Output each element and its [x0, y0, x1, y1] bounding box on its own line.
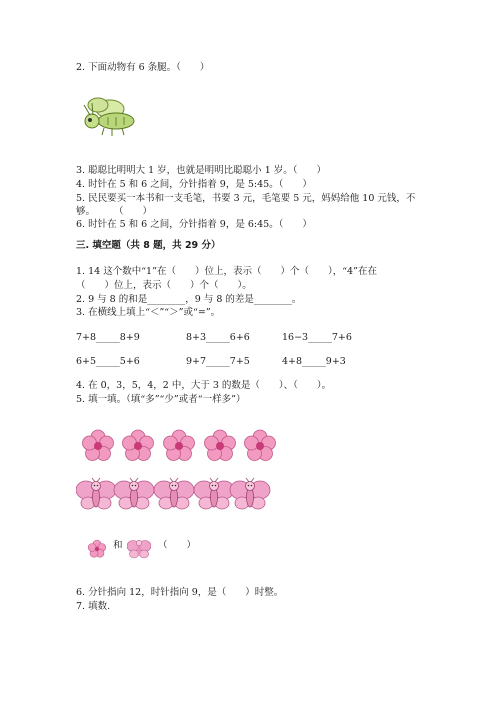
flower-icon: [123, 430, 154, 461]
butterflies-row: [76, 476, 276, 514]
question-6: 6. 时针在 5 和 6 之间，分针指着 9，是 6:45。（ ）: [76, 219, 312, 230]
flower-icon: [205, 430, 236, 461]
question-3: 3. 聪聪比明明大 1 岁，也就是明明比聪聪小 1 岁。（ ）: [76, 165, 327, 176]
compare-r2c2: 9+7_____7+5: [186, 356, 250, 367]
fill-4: 4. 在 0，3，5，4，2 中，大于 3 的数是（ ）、（ ）。: [76, 380, 332, 391]
compare-r1c1: 7+8_____8+9: [76, 332, 140, 343]
section-3-title: 三. 填空题（共 8 题，共 29 分）: [76, 240, 221, 251]
flower-icon: [83, 430, 114, 461]
butterfly-icon: [76, 478, 116, 509]
butterfly-icon: [230, 478, 270, 509]
butterfly-icon: [194, 478, 234, 509]
fill-6: 6. 分针指向 12，时针指向 9，是（ ）时整。: [76, 587, 284, 598]
fill-7: 7. 填数.: [76, 601, 111, 612]
flower-icon: [245, 430, 276, 461]
fill-1-line2: （ ）位上，表示（ ）个（ ）。: [76, 280, 252, 291]
butterfly-icon: [154, 478, 194, 509]
insect-illustration: [78, 95, 140, 137]
fill-3: 3. 在横线上填上“＜”“＞”或“=”。: [76, 307, 221, 318]
flowers-row: [80, 426, 280, 466]
compare-r1c3: 16−3_____7+6: [282, 332, 352, 343]
fill-1-line1: 1. 14 这个数中“1”在（ ）位上，表示（ ）个（ ），“4”在在: [76, 266, 377, 277]
small-flower-icon: [86, 538, 108, 560]
question-4: 4. 时针在 5 和 6 之间，分针指着 9，是 5:45。（ ）: [76, 179, 312, 190]
compare-r1c2: 8+3_____6+6: [186, 332, 250, 343]
question-2: 2. 下面动物有 6 条腿。（ ）: [76, 62, 210, 73]
compare-blank: （ ）: [158, 540, 197, 551]
small-butterfly-icon: [127, 538, 151, 560]
compare-r2c3: 4+8_____9+3: [282, 356, 346, 367]
fill-2: 2. 9 与 8 的和是________，9 与 8 的差是________。: [76, 294, 302, 305]
butterfly-icon: [114, 478, 154, 509]
fill-5: 5. 填一填。（填“多”“少”或者“一样多”）: [76, 394, 246, 405]
and-label: 和: [113, 540, 123, 551]
question-5-line1: 5. 民民要买一本书和一支毛笔，书要 3 元，毛笔要 5 元，妈妈给他 10 元钱，不: [76, 193, 416, 204]
compare-r2c1: 6+5_____5+6: [76, 356, 140, 367]
question-5-line2: 够。 （ ）: [76, 206, 153, 217]
flower-icon: [164, 430, 195, 461]
